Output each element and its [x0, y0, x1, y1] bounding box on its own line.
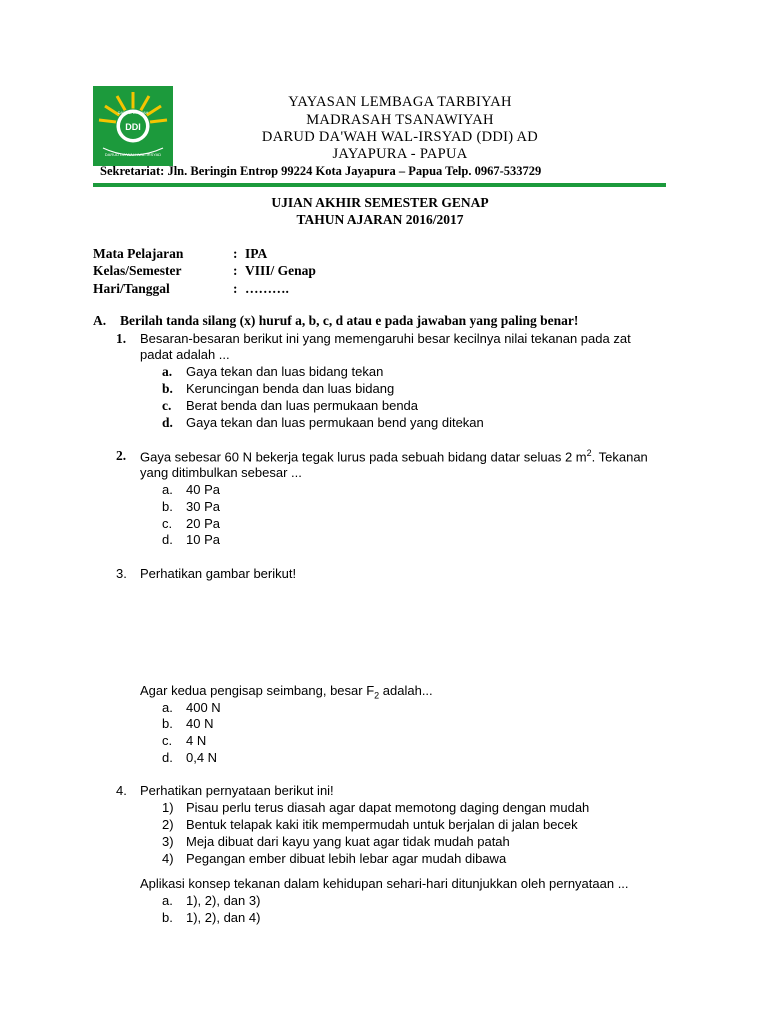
q4-statement-number: 4): [162, 851, 174, 866]
q1-option-text: Keruncingan benda dan luas bidang: [186, 381, 395, 396]
header-rule: [93, 183, 666, 187]
section-instruction: Berilah tanda silang (x) huruf a, b, c, d atau e pada jawaban yang paling benar!: [120, 313, 579, 328]
q2-superscript: 2: [586, 448, 592, 458]
q4-statement-text: Bentuk telapak kaki itik mempermudah untuk berjalan di jalan becek: [186, 817, 578, 832]
meta-value: IPA: [245, 246, 268, 261]
sekretariat-address: Sekretariat: Jln. Beringin Entrop 99224 Kota Jayapura – Papua Telp. 0967-533729: [100, 164, 542, 178]
q4-line-1: Perhatikan pernyataan berikut ini!: [140, 783, 334, 798]
meta-colon: :: [233, 263, 238, 278]
q4-option-letter: a.: [162, 893, 173, 908]
q3-option-text: 0,4 N: [186, 750, 218, 765]
exam-title-1: UJIAN AKHIR SEMESTER GENAP: [271, 195, 489, 210]
q4-statement-number: 2): [162, 817, 174, 832]
section-marker: A.: [93, 313, 107, 328]
meta-label: Mata Pelajaran: [93, 246, 184, 261]
q4-number: 4.: [116, 783, 127, 798]
logo-text-mid: DDI: [125, 122, 141, 132]
q4-option-letter: b.: [162, 910, 173, 925]
q1-line-2: padat adalah ...: [140, 347, 230, 362]
meta-label: Kelas/Semester: [93, 263, 182, 278]
header-line-4: JAYAPURA - PAPUA: [332, 146, 468, 162]
q1-option-letter: c.: [162, 398, 172, 413]
q3-option-letter: c.: [162, 733, 173, 748]
ddi-logo: [93, 86, 173, 166]
q3-option-text: 4 N: [186, 733, 207, 748]
meta-label: Hari/Tanggal: [93, 281, 170, 296]
q2-line-1-text: Gaya sebesar 60 N bekerja tegak lurus pada sebuah bidang datar seluas 2 m: [140, 449, 587, 465]
q4-statement-number: 3): [162, 834, 174, 849]
q2-option-text: 30 Pa: [186, 499, 220, 514]
q4-statement-text: Pegangan ember dibuat lebih lebar agar mudah dibawa: [186, 851, 507, 866]
q3-stem-end: adalah...: [379, 683, 433, 698]
exam-title-2: TAHUN AJARAN 2016/2017: [296, 212, 464, 227]
q4-option-text: 1), 2), dan 3): [186, 893, 261, 908]
q4-statement-text: Meja dibuat dari kayu yang kuat agar tidak mudah patah: [186, 834, 510, 849]
q3-option-letter: d.: [162, 750, 173, 765]
q2-line-1-end: . Tekanan: [591, 449, 648, 465]
q1-option-letter: b.: [162, 381, 173, 396]
q1-option-letter: d.: [162, 415, 173, 430]
header-line-2: MADRASAH TSANAWIYAH: [306, 112, 494, 128]
q3-option-letter: a.: [162, 700, 173, 715]
q2-line-1: [140, 448, 648, 464]
q2-option-letter: c.: [162, 516, 173, 531]
q3-stem-text: Agar kedua pengisap seimbang, besar F: [140, 683, 375, 698]
logo-text-bottom: DARUD DA'WAH WAL-IRSYAD: [104, 152, 162, 157]
q3-line-1: Perhatikan gambar berikut!: [140, 566, 297, 581]
q3-stem: [140, 683, 433, 701]
q4-statement-number: 1): [162, 800, 174, 815]
q1-option-text: Berat benda dan luas permukaan benda: [186, 398, 419, 413]
q2-option-letter: b.: [162, 499, 173, 514]
q1-number: 1.: [116, 331, 127, 346]
logo-text-top: DARUD DA'WAH: [117, 110, 149, 115]
q3-option-text: 400 N: [186, 700, 221, 715]
q2-line-2: yang ditimbulkan sebesar ...: [140, 465, 302, 480]
q2-option-text: 10 Pa: [186, 532, 220, 547]
q2-option-letter: a.: [162, 482, 173, 497]
q1-option-text: Gaya tekan dan luas bidang tekan: [186, 364, 384, 379]
q3-number: 3.: [116, 566, 127, 581]
q4-statement-text: Pisau perlu terus diasah agar dapat memotong daging dengan mudah: [186, 800, 590, 815]
q4-stem: Aplikasi konsep tekanan dalam kehidupan sehari-hari ditunjukkan oleh pernyataan ...: [140, 876, 629, 891]
meta-value: ……….: [245, 281, 289, 296]
meta-value: VIII/ Genap: [245, 263, 316, 278]
q3-subscript: 2: [374, 690, 380, 701]
q2-option-text: 40 Pa: [186, 482, 220, 497]
header-line-1: YAYASAN LEMBAGA TARBIYAH: [288, 94, 512, 110]
q2-option-text: 20 Pa: [186, 516, 220, 531]
q4-option-text: 1), 2), dan 4): [186, 910, 261, 925]
q2-option-letter: d.: [162, 532, 173, 547]
q2-number: 2.: [116, 448, 127, 463]
meta-colon: :: [233, 246, 238, 261]
meta-colon: :: [233, 281, 238, 296]
q1-option-letter: a.: [162, 364, 173, 379]
header-line-3: DARUD DA'WAH WAL-IRSYAD (DDI) AD: [261, 129, 539, 145]
q3-option-letter: b.: [162, 716, 173, 731]
q1-line-1: Besaran-besaran berikut ini yang memengaruhi besar kecilnya nilai tekanan pada zat: [140, 331, 631, 346]
q3-option-text: 40 N: [186, 716, 214, 731]
q1-option-text: Gaya tekan dan luas permukaan bend yang ditekan: [186, 415, 484, 430]
